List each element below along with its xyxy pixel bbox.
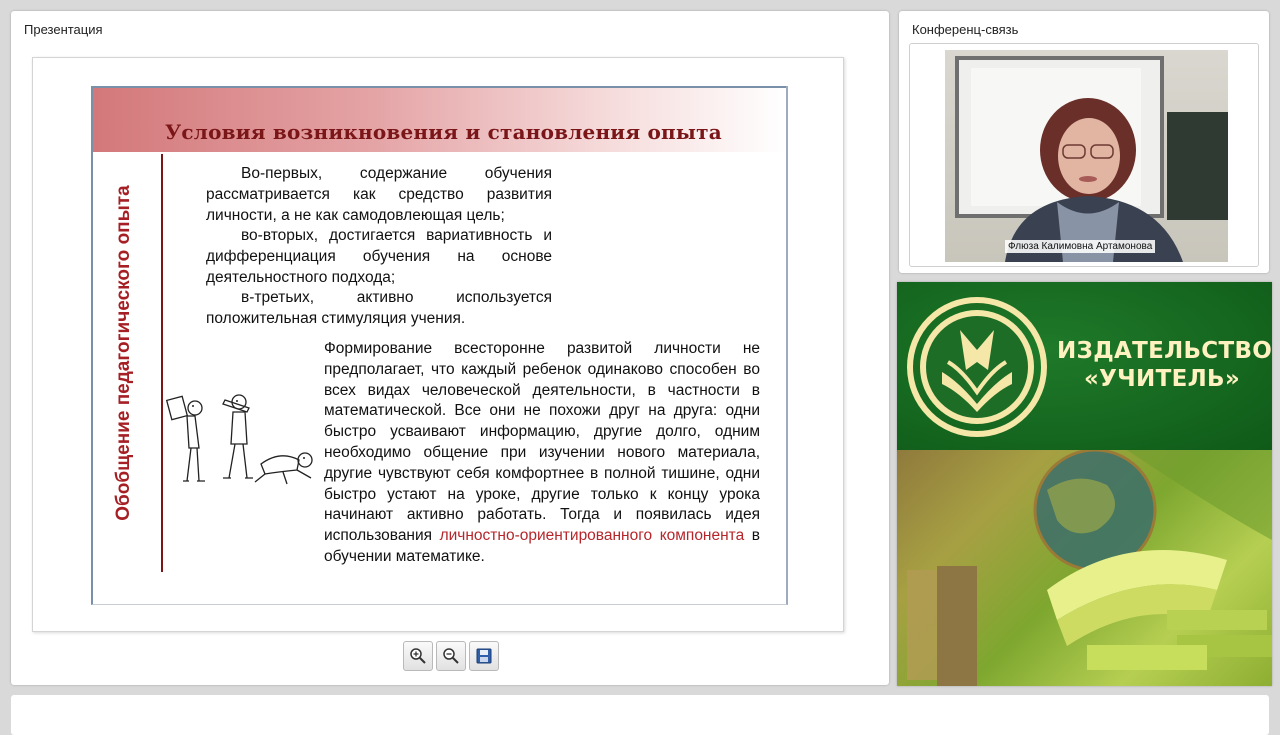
- main-text-start: Формирование всесторонне развитой личности не предполагает, что каждый ребенок одинаково способен во всех видах человеческой деятельности, в частности в математической. Все они не похожи друг на друга: одни быстро усваивают информацию, другие долго, одним необходимо общение при изучении нового материала, другие чувствуют себя комфортнее в полной тишине, одни быстро устают на уроке, другие только к концу урока начинают активно работать. Тогда и появилась идея использования: [324, 340, 760, 545]
- save-button[interactable]: [469, 641, 499, 671]
- save-icon: [475, 647, 493, 665]
- video-scene: [945, 50, 1228, 262]
- slide-divider-line: [161, 154, 163, 572]
- bottom-panel: [11, 695, 1269, 735]
- presentation-panel-title: Презентация: [24, 22, 103, 37]
- publisher-logo-icon: [902, 292, 1052, 442]
- main-text-end: в обучении математике.: [324, 527, 760, 565]
- slide-paragraph-2: во-вторых, достигается вариативность и дифференциация обучения на основе деятельностного подхода;: [206, 227, 552, 286]
- publisher-name-line1: ИЗДАТЕЛЬСТВО: [1057, 338, 1272, 364]
- publisher-name: [1057, 337, 1272, 393]
- zoom-out-button[interactable]: [436, 641, 466, 671]
- main-text-highlight: личностно-ориентированного компонента: [439, 527, 745, 545]
- publisher-banner-photo: [897, 450, 1272, 686]
- speaker-name-label: Флюза Калимовна Артамонова: [1005, 240, 1155, 253]
- zoom-in-icon: [409, 647, 427, 665]
- conference-panel: [899, 11, 1269, 273]
- slide-vertical-title: Обобщение педагогического опыта: [113, 185, 134, 521]
- slide: [32, 57, 844, 632]
- conference-panel-title: Конференц-связь: [912, 22, 1019, 37]
- children-illustration: [165, 386, 317, 496]
- publisher-banner-top: [897, 282, 1272, 450]
- slide-paragraph-3: в-третьих, активно используется положительная стимуляция учения.: [206, 289, 552, 327]
- publisher-banner: [897, 282, 1272, 686]
- speaker-video[interactable]: [945, 50, 1228, 262]
- publisher-name-line2: «УЧИТЕЛЬ»: [1083, 366, 1241, 392]
- slide-title: Условия возникновения и становления опыта: [165, 120, 722, 144]
- zoom-out-icon: [442, 647, 460, 665]
- books-globe-image: [897, 450, 1272, 686]
- slide-main-paragraph: [324, 339, 760, 568]
- presentation-panel: [11, 11, 889, 685]
- slide-frame: [91, 86, 788, 605]
- zoom-in-button[interactable]: [403, 641, 433, 671]
- slide-paragraph-1: Во-первых, содержание обучения рассматривается как средство развития личности, а не как самодовлеющая цель;: [206, 165, 552, 224]
- video-frame: [909, 43, 1259, 267]
